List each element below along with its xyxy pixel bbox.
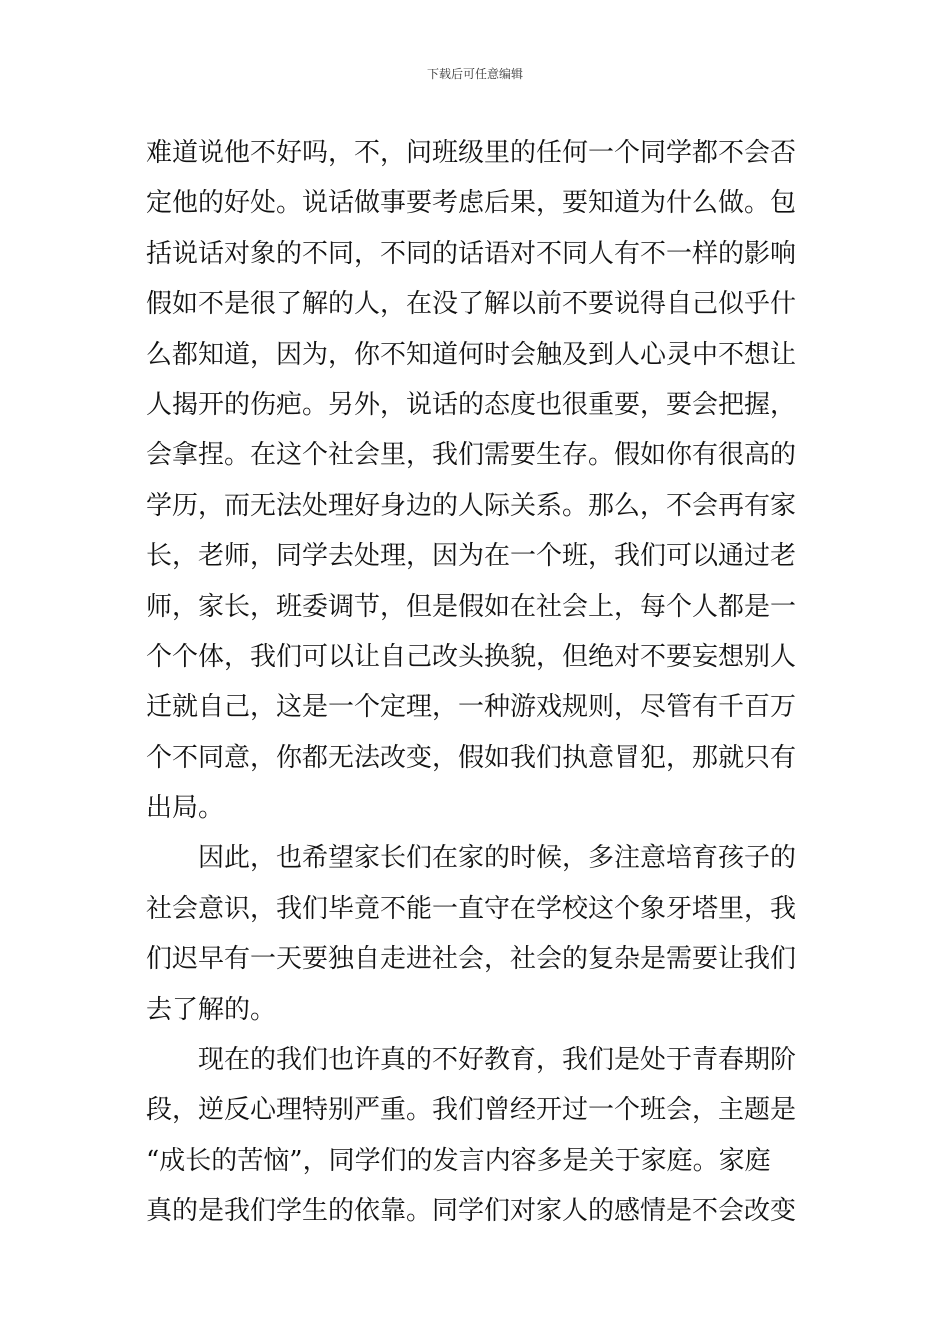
paragraph-first-line: 因此，也希望家长们在家的时候，多注意培育孩子的 [198, 843, 797, 874]
text-line: 括说话对象的不同，不同的话语对不同人有不一样的影响 [146, 238, 797, 269]
text-line: 会拿捏。在这个社会里，我们需要生存。假如你有很高的 [146, 440, 797, 471]
text-line: 真的是我们学生的依靠。同学们对家人的感情是不会改变 [146, 1196, 797, 1227]
text-line: 出局。 [146, 793, 225, 824]
text-line: 迁就自己，这是一个定理，一种游戏规则，尽管有千百万 [146, 692, 797, 723]
text-line: “成长的苦恼”，同学们的发言内容多是关于家庭。家庭 [146, 1145, 771, 1176]
text-line: 人揭开的伤疤。另外，说话的态度也很重要，要会把握， [146, 389, 797, 420]
text-line: 社会意识，我们毕竟不能一直守在学校这个象牙塔里，我 [146, 893, 797, 924]
text-line: 假如不是很了解的人，在没了解以前不要说得自己似乎什 [146, 289, 797, 320]
text-line: 难道说他不好吗，不，问班级里的任何一个同学都不会否 [146, 138, 797, 168]
paragraph-first-line: 现在的我们也许真的不好教育，我们是处于青春期阶 [198, 1045, 797, 1076]
header-note: 下载后可任意编辑 [426, 67, 523, 81]
text-line: 们迟早有一天要独自走进社会，社会的复杂是需要让我们 [146, 944, 797, 975]
text-line: 段，逆反心理特别严重。我们曾经开过一个班会，主题是 [146, 1095, 797, 1126]
body-text [146, 128, 808, 1237]
text-line: 个个体，我们可以让自己改头换貌，但绝对不要妄想别人 [146, 641, 797, 672]
text-line: 个不同意，你都无法改变，假如我们执意冒犯，那就只有 [146, 742, 797, 773]
text-line: 长，老师，同学去处理，因为在一个班，我们可以通过老 [146, 541, 797, 572]
text-line: 师，家长，班委调节，但是假如在社会上，每个人都是一 [146, 591, 797, 622]
text-line: 学历，而无法处理好身边的人际关系。那么，不会再有家 [146, 490, 797, 521]
text-line: 去了解的。 [146, 994, 277, 1025]
text-line: 么都知道，因为，你不知道何时会触及到人心灵中不想让 [146, 339, 797, 370]
text-line: 定他的好处。说话做事要考虑后果，要知道为什么做。包 [146, 188, 797, 219]
